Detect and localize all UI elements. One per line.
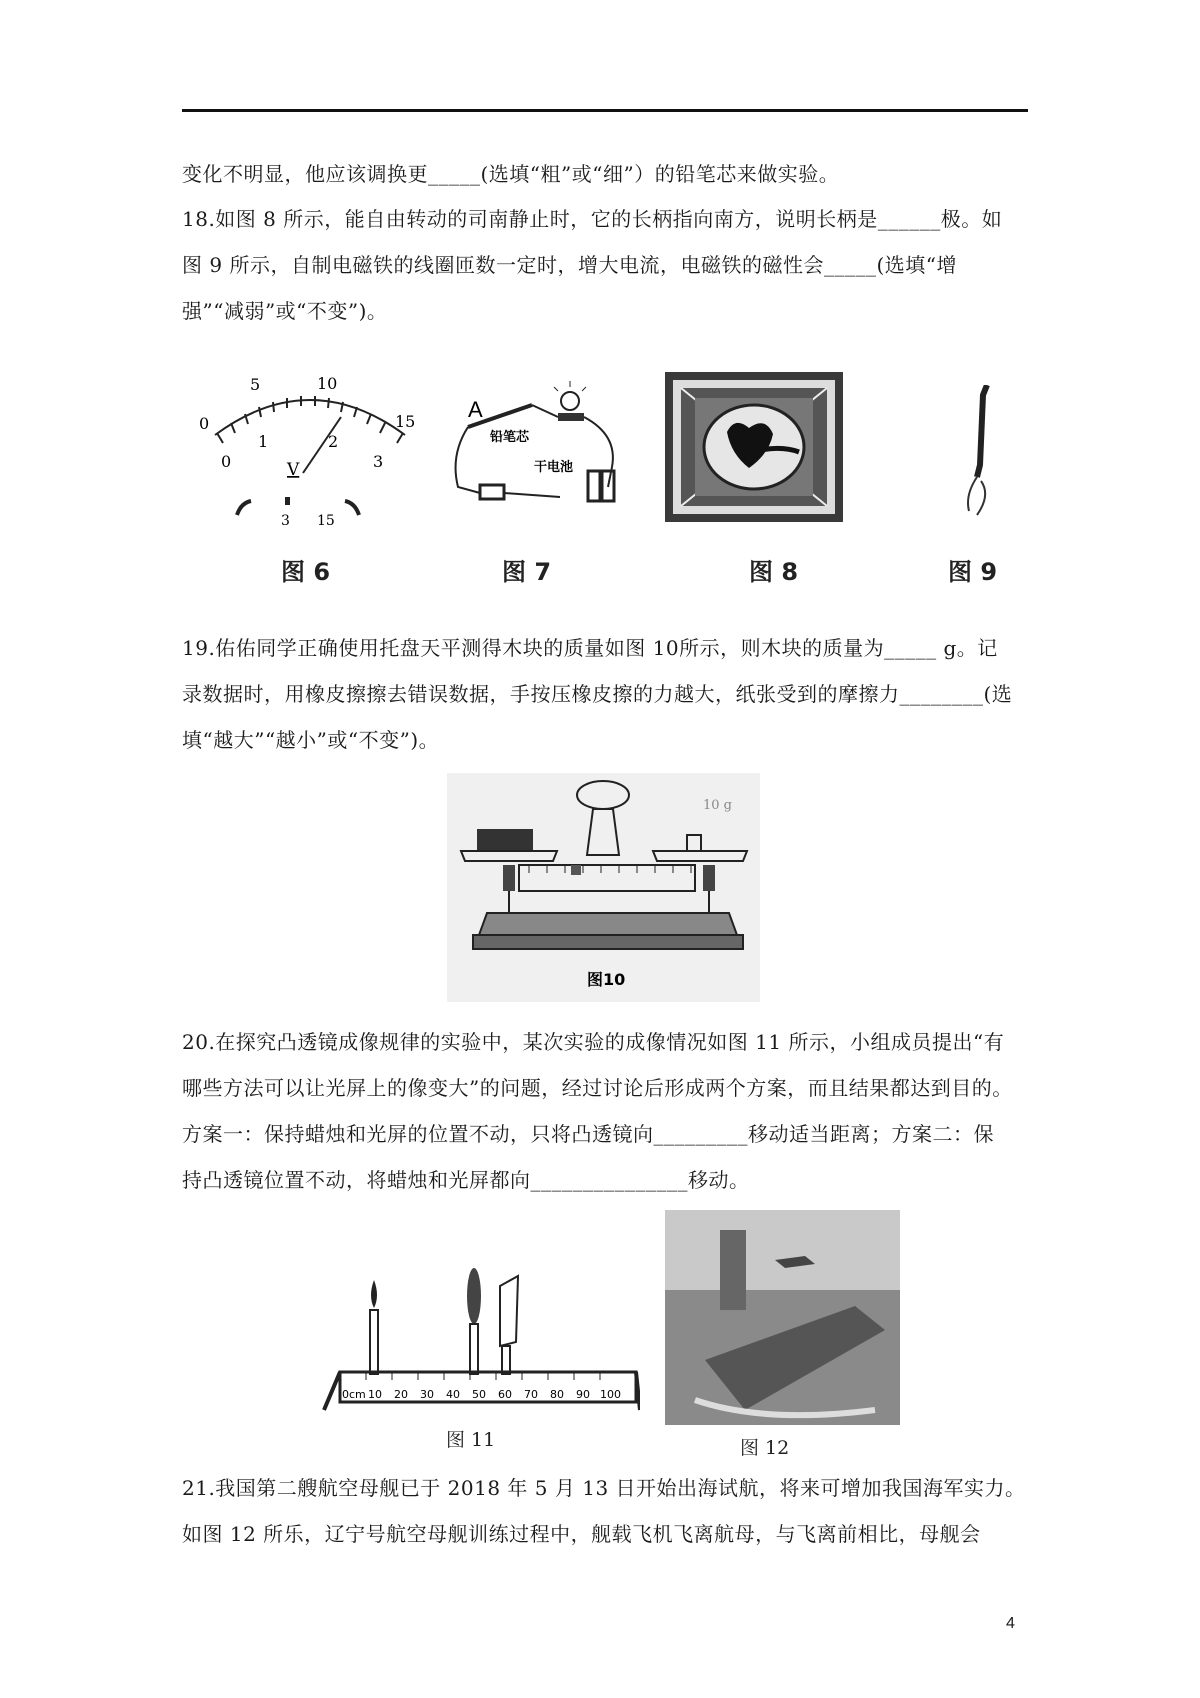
figure-8-caption: 图 8 [749, 558, 799, 586]
scale-top-0: 0 [199, 414, 210, 433]
figure-9-electromagnet [955, 385, 1005, 520]
lens-icon [467, 1268, 481, 1374]
text-line: 变化不明显，他应该调换更_____(选填“粗”或“细”）的铅笔芯来做实验。 [182, 162, 840, 186]
figure-8-sinan [665, 372, 843, 522]
scale-bottom-3: 3 [373, 452, 384, 471]
ruler-label: 100 [600, 1388, 621, 1401]
figure-9-caption: 图 9 [948, 558, 998, 586]
page-number: 4 [1006, 1615, 1015, 1632]
text-line: 填“越大”“越小”或“不变”)。 [182, 728, 440, 752]
question-20-line: 20.在探究凸透镜成像规律的实验中，某次实验的成像情况如图 11 所示，小组成员提出“有 [182, 1030, 1005, 1054]
scale-bottom-2: 2 [328, 432, 339, 451]
scale-top-10: 10 [317, 374, 338, 393]
scale-bottom-0: 0 [221, 452, 232, 471]
ruler-label: 70 [524, 1388, 538, 1401]
ruler-label: 60 [498, 1388, 512, 1401]
figure-11-caption: 图 11 [446, 1429, 496, 1451]
text-line: 强”“减弱”或“不变”)。 [182, 299, 388, 323]
text-line: 图 9 所示，自制电磁铁的线圈匝数一定时，增大电流，电磁铁的磁性会_____(选填“增 [182, 253, 957, 277]
question-19-line: 19.佑佑同学正确使用托盘天平测得木块的质量如图 10所示，则木块的质量为_____ g。记 [182, 636, 998, 660]
screen-icon [500, 1276, 518, 1374]
figure-7-caption: 图 7 [502, 558, 552, 586]
label-battery: 干电池 [534, 460, 574, 475]
ruler-label: 10 [368, 1388, 382, 1401]
label-a: A [468, 397, 483, 422]
figure-6-voltmeter [195, 365, 425, 535]
header-rule [182, 109, 1028, 112]
unit-label: V [287, 460, 300, 480]
text-line: 哪些方法可以让光屏上的像变大”的问题，经过讨论后形成两个方案，而且结果都达到目的。 [182, 1076, 1013, 1100]
ruler-label: 30 [420, 1388, 434, 1401]
figure-11-optical-bench [320, 1250, 640, 1430]
text-line: 方案一：保持蜡烛和光屏的位置不动，只将凸透镜向_________移动适当距离；方案二：保 [182, 1122, 994, 1146]
scale-top-15: 15 [395, 412, 416, 431]
ruler-label: 0cm [342, 1388, 366, 1401]
ruler-label: 20 [394, 1388, 408, 1401]
figure-7-circuit [450, 375, 625, 515]
question-18-line: 18.如图 8 所示，能自由转动的司南静止时，它的长柄指向南方，说明长柄是______极。如 [182, 207, 1003, 231]
bulb-icon [554, 381, 586, 421]
terminal-15: 15 [317, 513, 335, 529]
text-line: 持凸透镜位置不动，将蜡烛和光屏都向_______________移动。 [182, 1168, 750, 1192]
figure-12-carrier-photo [665, 1210, 900, 1425]
ruler-label: 90 [576, 1388, 590, 1401]
figure-10-balance [447, 773, 760, 1002]
ruler-label: 80 [550, 1388, 564, 1401]
ruler-label: 50 [472, 1388, 486, 1401]
candle-icon [370, 1280, 378, 1374]
weight-label: 10 g [703, 798, 732, 813]
question-21-line: 21.我国第二艘航空母舰已于 2018 年 5 月 13 日开始出海试航，将来可增加我国海军实力。 [182, 1476, 1026, 1500]
terminal-3: 3 [281, 513, 290, 529]
label-pencil-lead: 铅笔芯 [490, 430, 530, 445]
scale-top-5: 5 [250, 375, 261, 394]
figure-6-caption: 图 6 [281, 558, 331, 586]
figure-12-caption: 图 12 [740, 1437, 790, 1459]
text-line: 如图 12 所乐，辽宁号航空母舰训练过程中，舰载飞机飞离航母，与飞离前相比，母舰会 [182, 1522, 981, 1546]
scale-bottom-1: 1 [258, 432, 269, 451]
text-line: 录数据时，用橡皮擦擦去错误数据，手按压橡皮擦的力越大，纸张受到的摩擦力________(选 [182, 682, 1013, 706]
figure-10-caption: 图10 [587, 970, 626, 989]
ruler-label: 40 [446, 1388, 460, 1401]
